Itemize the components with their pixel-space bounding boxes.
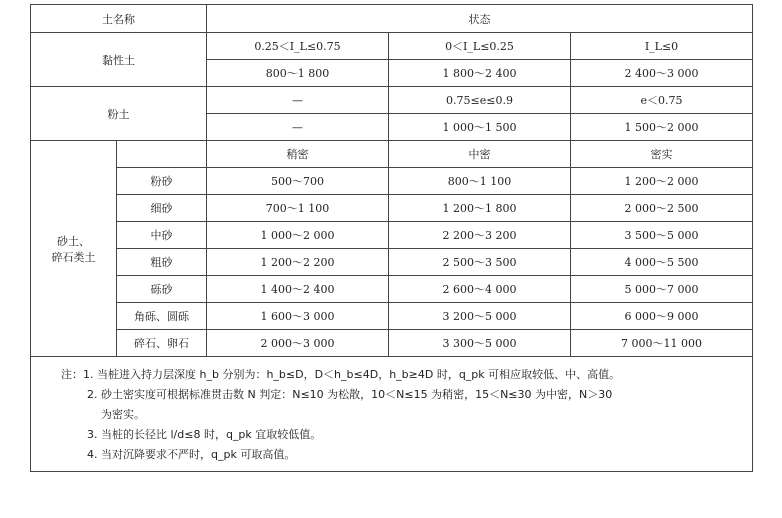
soil-type-label: 粗砂 [117, 249, 207, 276]
table-cell: 3 200～5 000 [389, 303, 571, 330]
note-4: 4. 当对沉降要求不严时，q_pk 可取高值。 [87, 448, 296, 461]
soil-type-label: 中砂 [117, 222, 207, 249]
silt-label: 粉土 [31, 87, 207, 141]
table-cell: 1 200～1 800 [389, 195, 571, 222]
silt-state-3: e＜0.75 [571, 87, 753, 114]
note-3: 3. 当桩的长径比 l/d≤8 时，q_pk 宜取较低值。 [87, 428, 322, 441]
table-cell: 800～1 100 [389, 168, 571, 195]
note-2-continued [61, 405, 744, 425]
table-row [31, 195, 753, 222]
table-cell: 6 000～9 000 [571, 303, 753, 330]
table-cell: 3 500～5 000 [571, 222, 753, 249]
pile-resistance-table-wrapper [30, 4, 752, 472]
table-row [31, 222, 753, 249]
table-cell: 500～700 [207, 168, 389, 195]
table-cell: 1 200～2 000 [571, 168, 753, 195]
table-cell: 3 300～5 000 [389, 330, 571, 357]
soil-type-label: 角砾、圆砾 [117, 303, 207, 330]
sand-group-line-2: 碎石类土 [51, 250, 96, 264]
table-cell: 1 000～2 000 [207, 222, 389, 249]
sand-group-line-1: 砂土、 [57, 234, 90, 248]
note-1: 注：1. 当桩进入持力层深度 h_b 分别为：h_b≤D，D＜h_b≤4D，h_b≥4D 时，q_pk 可相应取较低、中、高值。 [61, 368, 621, 381]
table-cell: 1 400～2 400 [207, 276, 389, 303]
table-cell: 7 000～11 000 [571, 330, 753, 357]
clay-state-1: 0.25＜I_L≤0.75 [207, 33, 389, 60]
soil-type-label: 碎石、卵石 [117, 330, 207, 357]
clay-label: 黏性土 [31, 33, 207, 87]
table-row [31, 168, 753, 195]
sand-gravel-group-label [31, 141, 117, 357]
table-row [31, 330, 753, 357]
silt-state-1: — [207, 87, 389, 114]
table-cell: 2 500～3 500 [389, 249, 571, 276]
sand-density-header-row [31, 141, 753, 168]
table-row [31, 276, 753, 303]
soil-type-label: 粉砂 [117, 168, 207, 195]
clay-value-1: 800～1 800 [207, 60, 389, 87]
table-cell: 2 000～3 000 [207, 330, 389, 357]
silt-value-1: — [207, 114, 389, 141]
clay-state-3: I_L≤0 [571, 33, 753, 60]
silt-state-row [31, 87, 753, 114]
clay-value-3: 2 400～3 000 [571, 60, 753, 87]
table-cell: 5 000～7 000 [571, 276, 753, 303]
density-slightly-dense: 稍密 [207, 141, 389, 168]
table-cell: 2 200～3 200 [389, 222, 571, 249]
silt-value-2: 1 000～1 500 [389, 114, 571, 141]
table-cell: 2 600～4 000 [389, 276, 571, 303]
silt-value-3: 1 500～2 000 [571, 114, 753, 141]
header-row [31, 5, 753, 33]
notes-row [31, 357, 753, 472]
soil-type-label: 砾砂 [117, 276, 207, 303]
clay-state-row [31, 33, 753, 60]
table-cell: 700～1 100 [207, 195, 389, 222]
pile-end-resistance-table [30, 4, 753, 472]
notes-cell [31, 357, 753, 472]
silt-state-2: 0.75≤e≤0.9 [389, 87, 571, 114]
density-medium-dense: 中密 [389, 141, 571, 168]
clay-state-2: 0＜I_L≤0.25 [389, 33, 571, 60]
table-row [31, 303, 753, 330]
clay-value-2: 1 800～2 400 [389, 60, 571, 87]
table-cell: 2 000～2 500 [571, 195, 753, 222]
table-row [31, 249, 753, 276]
table-cell: 1 200～2 200 [207, 249, 389, 276]
soil-name-header: 土名称 [31, 5, 207, 33]
table-cell: 1 600～3 000 [207, 303, 389, 330]
state-header: 状态 [207, 5, 753, 33]
density-dense: 密实 [571, 141, 753, 168]
note-2-tail: 为密实。 [101, 408, 145, 421]
table-cell: 4 000～5 500 [571, 249, 753, 276]
soil-type-label: 细砂 [117, 195, 207, 222]
note-2: 2. 砂土密实度可根据标准贯击数 N 判定：N≤10 为松散，10＜N≤15 为稍密，15＜N≤30 为中密，N＞30 [87, 388, 613, 401]
blank-cell [117, 141, 207, 168]
